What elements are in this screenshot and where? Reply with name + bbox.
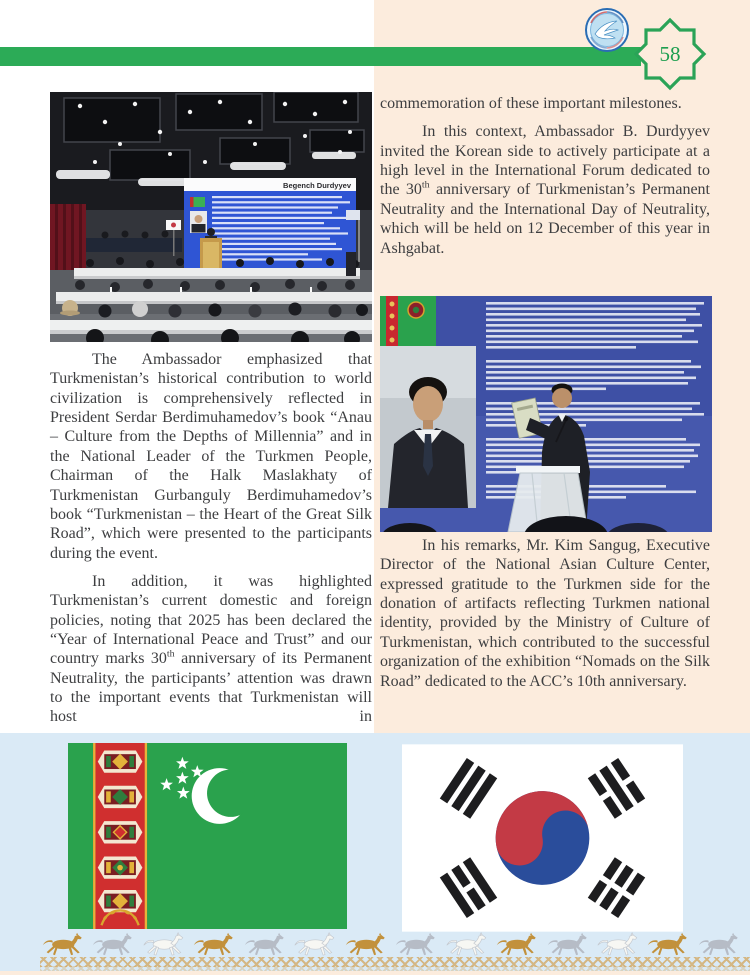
paragraph-invitation: In this context, Ambassador B. Durdyyev invited the Korean side to actively participate at a high level in the International Forum dedicated to the 30th anniversary of Turkmenistan’s Permanent Neutrality and the International Day of Neutrality, which will be held on 12 December of this year in Ashgabat. — [380, 123, 711, 257]
horse-icon — [292, 932, 336, 958]
left-text-column — [50, 350, 372, 736]
horse-icon — [242, 932, 286, 958]
horse-icon — [343, 932, 387, 958]
horse-icon — [40, 932, 84, 958]
south-korea-flag — [402, 743, 683, 933]
turkmenistan-flag — [68, 743, 347, 929]
paragraph-policies: In addition, it was highlighted Turkmenistan’s current domestic and foreign policies, noting that 2025 has been declared the “Year of International Peace and Trust” and our country marks 30th anniversary of its Permanent Neutrality, the participants’ attention was drawn to the important events that Turkmenistan will host in — [50, 572, 373, 726]
horse-icon — [494, 932, 538, 958]
horse-ornament-border — [40, 932, 740, 958]
horse-icon — [393, 932, 437, 958]
paragraph-ambassador-books: The Ambassador emphasized that Turkmenistan’s historical contribution to world civilization is comprehensively reflected in President Serdar Berdimuhamedov’s book “Anau – Culture from the Depths of Millennia” and in the National Leader of the Turkmen People, Chairman of the Halk Maslakhaty of Turkmenistan Gurbanguly Berdimuhamedov’s book “Turkmenistan – the Heart of the Great Silk Road”, which were presented to the participants during the event. — [50, 351, 372, 562]
horse-icon — [141, 932, 185, 958]
horse-icon — [191, 932, 235, 958]
horse-icon — [645, 932, 689, 958]
bottom-edge-strip — [0, 971, 750, 975]
conference-photo — [50, 92, 372, 342]
horse-icon — [545, 932, 589, 958]
organization-logo-icon — [585, 8, 629, 52]
right-text-column-upper — [380, 94, 710, 267]
right-text-column-lower — [380, 536, 710, 700]
paragraph-continuation: commemoration of these important milestones. — [380, 95, 682, 112]
paragraph-kim-sangug: In his remarks, Mr. Kim Sangug, Executive Director of the National Asian Culture Center, expressed gratitude to the Turkmen side for the donation of artifacts reflecting Turkmen national identity, provided by the Ministry of Culture of Turkmenistan, which contributed to the successful organization of the exhibition “Nomads on the Silk Road” dedicated to the ACC’s 10th anniversary. — [380, 537, 710, 690]
page-number-star — [632, 16, 708, 92]
horse-icon — [90, 932, 134, 958]
page-number: 58 — [659, 42, 681, 66]
horse-icon — [696, 932, 740, 958]
header-rule-bar — [0, 47, 641, 66]
speaker-photo — [380, 296, 712, 532]
horse-icon — [444, 932, 488, 958]
horse-icon — [595, 932, 639, 958]
screen-speaker-name: Begench Durdyyev — [283, 181, 351, 190]
